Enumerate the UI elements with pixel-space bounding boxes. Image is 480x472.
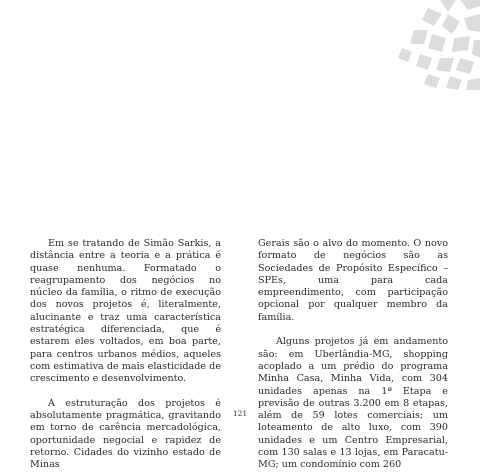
left-text-column (30, 238, 221, 472)
left-paragraph-2: A estruturação dos projetos é absolutamente pragmática, gravitando em torno de carência mercadológica, oportunidade negocial e rapidez de retorno. Cidades do vizinho estado de Minas (30, 397, 221, 471)
right-paragraph-1: Gerais são o alvo do momento. O novo formato de negócios são as Sociedades de Propósito Específico – SPEs, uma para cada empreendimento, com participação opcional por qualquer membro da família. (258, 238, 448, 323)
geometric-snowflake-ornament-icon (398, 0, 480, 90)
right-text-column (258, 238, 448, 472)
page-number: 121 (232, 409, 248, 418)
right-paragraph-2: Alguns projetos já em andamento são: em Uberlândia-MG, shopping acoplado a um prédio do programa Minha Casa, Minha Vida, com 304 unidades apenas na 1ª Etapa e previsão de outras 3.200 em 8 etapas, além de 59 lotes comerciais; um loteamento de alto luxo, com 390 unidades e um Centro Empresarial, com 130 salas e 13 lojas, em Paracatu-MG; um condomínio com 260 (258, 336, 448, 471)
left-paragraph-1: Em se tratando de Simão Sarkis, a distância entre a teoria e a prática é quase nenhuma. Formatado o reagrupamento dos negócios no núcleo da família, o ritmo de execução dos novos projetos é, literalmente, alucinante e traz uma característica estratégica diferenciada, que é estarem eles voltados, em boa parte, para centros urbanos médios, aqueles com estimativa de mais elasticidade de crescimento e desenvolvimento. (30, 238, 221, 385)
